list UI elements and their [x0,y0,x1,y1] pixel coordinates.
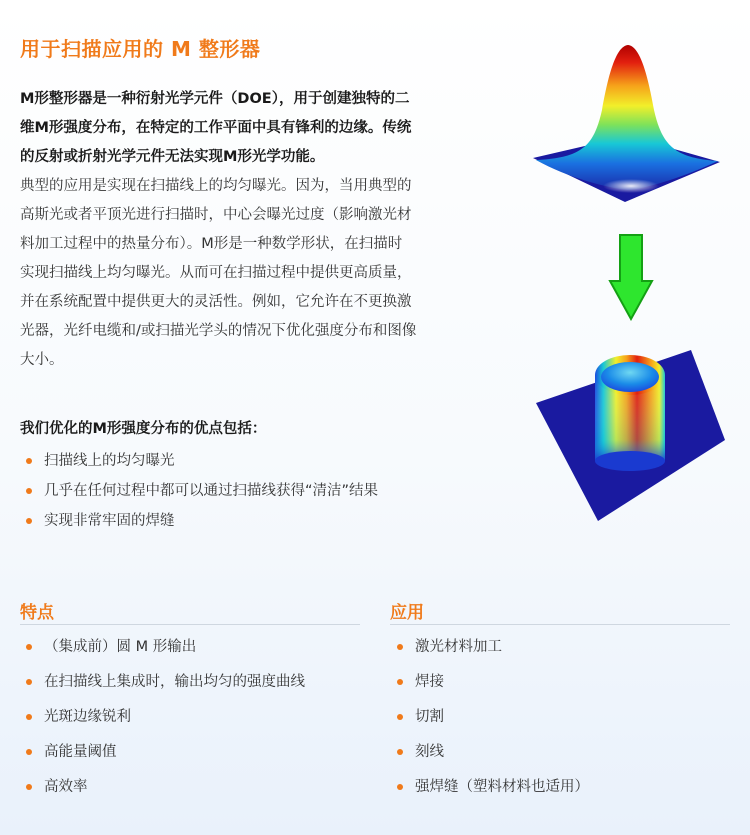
list-item [397,770,589,805]
list-item [26,735,305,770]
list-item-label: 在扫描线上集成时，输出均匀的强度曲线 [44,674,305,690]
intro-line: 实现扫描线上均匀曝光。从而可在扫描过程中提供更高质量， [20,265,412,281]
intro-line: 高斯光或者平顶光进行扫描时，中心会曝光过度（影响激光材 [20,207,412,223]
bullet-icon [26,488,32,494]
intro-line: 光器，光纤电缆和/或扫描光学头的情况下优化强度分布和图像 [20,323,417,339]
list-item-label: 刻线 [415,744,444,760]
applications-list [397,630,589,805]
list-item-label: （集成前）圆 M 形输出 [44,639,197,655]
list-item [397,735,589,770]
list-item [26,630,305,665]
list-item-label: 激光材料加工 [415,639,502,655]
list-item [26,770,305,805]
list-item-label: 切割 [415,709,444,725]
list-item [397,665,589,700]
list-item-label: 光斑边缘锐利 [44,709,131,725]
advantages-heading: 我们优化的M形强度分布的优点包括： [20,421,267,437]
list-item [26,446,378,476]
list-item [26,476,378,506]
gaussian-highlight [603,179,659,193]
bullet-icon [26,714,32,720]
applications-divider [390,624,730,625]
arrow-shape [610,235,652,319]
intro-line: 料加工过程中的热量分布）。M形是一种数学形状，在扫描时 [20,236,403,252]
list-item-label: 焊接 [415,674,444,690]
features-heading: 特点 [20,603,54,623]
page-title: 用于扫描应用的 M 整形器 [20,37,261,61]
m-shape-ring-3d-plot [533,345,728,525]
gaussian-beam-3d-plot [528,40,723,210]
intro-line: 并在系统配置中提供更大的灵活性。例如，它允许在不更换激 [20,294,412,310]
bullet-icon [397,644,403,650]
list-item [397,700,589,735]
intro-line: 大小。 [20,352,64,368]
intro-text [20,85,480,375]
list-item-label: 高能量阈值 [44,744,117,760]
gaussian-peak-surface [536,45,718,190]
list-item-label: 几乎在任何过程中都可以通过扫描线获得“清洁”结果 [44,483,379,499]
intro-bold-line: 维M形强度分布，在特定的工作平面中具有锋利的边缘。传统 [20,120,412,136]
list-item [26,665,305,700]
list-item-label: 扫描线上的均匀曝光 [44,453,175,469]
features-divider [20,624,360,625]
green-down-arrow-icon [608,233,654,321]
bullet-icon [397,714,403,720]
list-item [26,506,378,536]
list-item-label: 实现非常牢固的焊缝 [44,513,175,529]
bullet-icon [26,749,32,755]
list-item [26,700,305,735]
advantages-list [26,446,378,536]
bullet-icon [397,749,403,755]
bullet-icon [26,518,32,524]
intro-line: 典型的应用是实现在扫描线上的均匀曝光。因为，当用典型的 [20,178,412,194]
bullet-icon [397,784,403,790]
list-item-label: 高效率 [44,779,88,795]
list-item-label: 强焊缝（塑料材料也适用） [415,779,589,795]
bullet-icon [397,679,403,685]
ring-bottom-edge [595,451,665,471]
bullet-icon [26,679,32,685]
ring-inner [601,362,659,392]
intro-bold-line: M形整形器是一种衍射光学元件（DOE），用于创建独特的二 [20,91,410,107]
intro-bold-line: 的反射或折射光学元件无法实现M形光学功能。 [20,149,325,165]
bullet-icon [26,784,32,790]
bullet-icon [26,644,32,650]
features-list [26,630,305,805]
applications-heading: 应用 [390,603,424,623]
bullet-icon [26,458,32,464]
list-item [397,630,589,665]
